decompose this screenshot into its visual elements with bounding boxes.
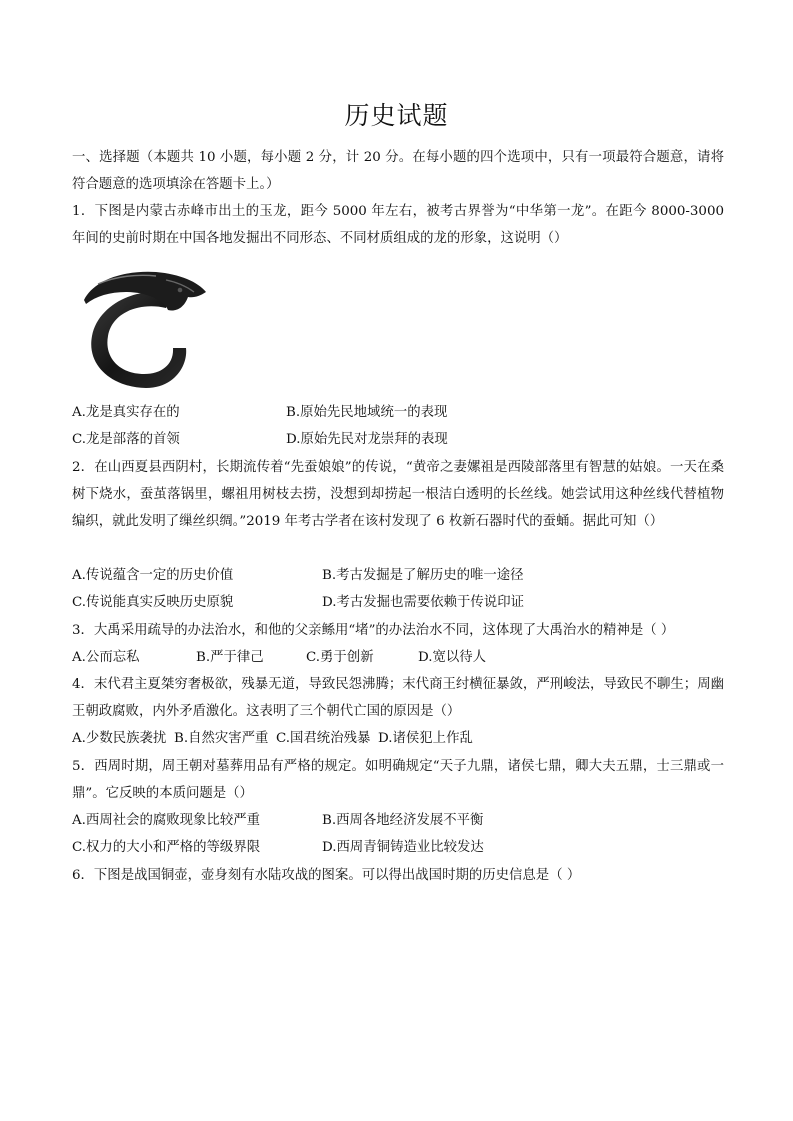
question-4-text: 4．末代君主夏桀穷奢极欲，残暴无道，导致民怨沸腾；末代商王纣横征暴敛，严刑峻法，导致民不聊生；周幽王朝政腐败，内外矛盾激化。这表明了三个朝代亡国的原因是（） xyxy=(72,677,724,719)
option-d[interactable]: D.原始先民对龙崇拜的表现 xyxy=(286,432,448,447)
question-4-options xyxy=(72,725,724,752)
option-b[interactable]: B.原始先民地域统一的表现 xyxy=(286,405,448,420)
option-c[interactable]: C.龙是部落的首领 xyxy=(72,432,180,447)
option-b[interactable]: B.自然灾害严重 xyxy=(174,731,269,746)
question-2-text: 2．在山西夏县西阴村，长期流传着“先蚕娘娘”的传说，“黄帝之妻嫘祖是西陵部落里有智慧的姑娘。一天在桑树下烧水，蚕茧落锅里，螺祖用树枝去捞，没想到却捞起一根洁白透明的长丝线。她尝试用这种丝线代替植物编织，就此发明了缫丝织绸。”2019 年考古学者在该村发现了 6 枚新石器时代的蚕蛹。据此可知（） xyxy=(72,460,724,529)
option-a[interactable]: A.传说蕴含一定的历史价值 xyxy=(72,568,234,583)
question-5-options xyxy=(72,807,724,834)
option-d[interactable]: D.考古发掘也需要依赖于传说印证 xyxy=(322,595,524,610)
option-c[interactable]: C.权力的大小和严格的等级界限 xyxy=(72,840,261,855)
option-c[interactable]: C.传说能真实反映历史原貌 xyxy=(72,595,234,610)
jade-dragon-image xyxy=(76,264,210,394)
option-d[interactable]: D.宽以待人 xyxy=(418,650,487,665)
option-b[interactable]: B.严于律己 xyxy=(196,650,264,665)
option-c[interactable]: C.勇于创新 xyxy=(306,650,374,665)
option-a[interactable]: A.少数民族袭扰 xyxy=(72,731,167,746)
question-6-text: 6．下图是战国铜壶，壶身刻有水陆攻战的图案。可以得出战国时期的历史信息是（ ） xyxy=(72,868,581,883)
option-a[interactable]: A.龙是真实存在的 xyxy=(72,405,180,420)
option-a[interactable]: A.西周社会的腐败现象比较严重 xyxy=(72,813,261,828)
option-a[interactable]: A.公而忘私 xyxy=(72,650,140,665)
question-1-options xyxy=(72,399,724,426)
question-1-options-row-2 xyxy=(72,426,724,453)
question-3-options xyxy=(72,644,724,671)
question-2-options xyxy=(72,562,724,589)
question-3-text: 3．大禹采用疏导的办法治水，和他的父亲鲧用“堵”的办法治水不同，这体现了大禹治水的精神是（ ） xyxy=(72,623,675,638)
question-5-options-row-2 xyxy=(72,834,724,861)
option-d[interactable]: D.诸侯犯上作乱 xyxy=(378,731,473,746)
option-b[interactable]: B.西周各地经济发展不平衡 xyxy=(322,813,484,828)
question-1-text: 1．下图是内蒙古赤峰市出土的玉龙，距今 5000 年左右，被考古界誉为“中华第一龙”。在距今 8000-3000 年间的史前时期在中国各地发掘出不同形态、不同材质组成的龙的形象，这说明（） xyxy=(72,204,724,246)
page-title: 历史试题 xyxy=(344,101,449,130)
section-instructions: 一、选择题（本题共 10 小题，每小题 2 分，计 20 分。在每小题的四个选项中，只有一项最符合题意，请将符合题意的选项填涂在答题卡上。） xyxy=(72,150,724,192)
question-5-text: 5．西周时期，周王朝对墓葬用品有严格的规定。如明确规定“天子九鼎，诸侯七鼎，卿大夫五鼎，士三鼎或一鼎”。它反映的本质问题是（） xyxy=(72,759,724,801)
question-2-options-row-2 xyxy=(72,589,724,616)
option-b[interactable]: B.考古发掘是了解历史的唯一途径 xyxy=(322,568,524,583)
option-d[interactable]: D.西周青铜铸造业比较发达 xyxy=(322,840,484,855)
option-c[interactable]: C.国君统治残暴 xyxy=(276,731,371,746)
